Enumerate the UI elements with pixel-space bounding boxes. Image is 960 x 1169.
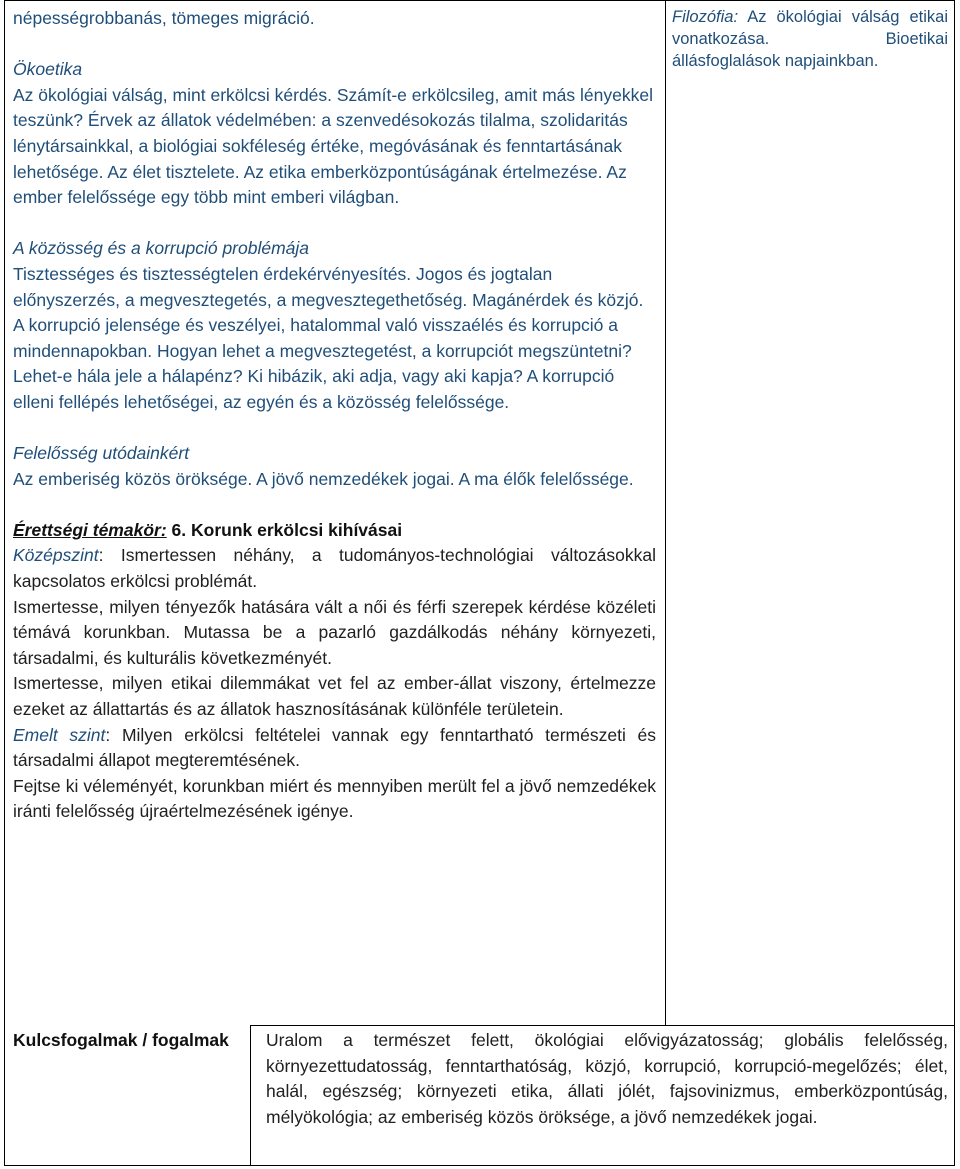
- main-content: [13, 6, 656, 825]
- section-okoetika: [13, 57, 656, 211]
- advanced-level-label: Emelt szint: [13, 724, 106, 745]
- footer-divider-vertical: [250, 1025, 251, 1166]
- section-body: Tisztességes és tisztességtelen érdekérvényesítés. Jogos és jogtalan előnyszerzés, a megvesztegetés, a megvesztegethetőség. Magánérdek és közjó. A korrupció jelensége és veszélyei, hatalommal való visszaélés és korrupció a mindennapokban. Hogyan lehet a megvesztegetést, a korrupciót megszüntetni? Lehet-e hála jele a hálapénz? Ki hibázik, aki adja, vagy aki kapja? A korrupció elleni fellépés lehetőségei, az egyén és a közösség felelőssége.: [13, 263, 644, 412]
- exam-label: Érettségi témakör:: [13, 519, 167, 540]
- intro-line: népességrobbanás, tömeges migráció.: [13, 8, 315, 28]
- column-divider: [665, 0, 666, 1025]
- section-heading: Ökoetika: [13, 59, 83, 80]
- key-concepts-label: Kulcsfogalmak / fogalmak: [13, 1030, 229, 1050]
- exam-para-5: Fejtse ki véleményét, korunkban miért és mennyiben merült fel a jövő nemzedékek iránti felelősség újraértelmezésének igénye.: [13, 775, 656, 822]
- exam-para-2: Ismertesse, milyen tényezők hatására vált a női és férfi szerepek kérdése közéleti témává korunkban. Mutassa be a pazarló gazdálkodás néhány környezeti, társadalmi, és kulturális következményét.: [13, 596, 656, 668]
- table-border-left: [4, 0, 5, 1166]
- content-table: [4, 0, 955, 1166]
- section-body: Az emberiség közös öröksége. A jövő nemzedékek jogai. A ma élők felelőssége.: [13, 468, 634, 489]
- footer-divider-top: [250, 1025, 954, 1026]
- table-border-top: [4, 0, 955, 1]
- exam-para-3: Ismertesse, milyen etikai dilemmákat vet fel az ember-állat viszony, értelmezze ezeket az állattartás és az állatok hasznosításának különféle területein.: [13, 673, 656, 720]
- table-border-bottom: [4, 1165, 955, 1166]
- table-border-right: [954, 0, 955, 1166]
- side-note: [672, 6, 948, 72]
- section-utodaink: [13, 441, 656, 492]
- section-heading: A közösség és a korrupció problémája: [13, 238, 310, 259]
- advanced-level-text: : Milyen erkölcsi feltételei vannak egy fenntartható természeti és társadalmi állapot megteremtésének.: [13, 724, 657, 771]
- mid-level-label: Középszint: [13, 545, 99, 566]
- side-note-label: Filozófia:: [672, 8, 739, 26]
- mid-level-text: : Ismertessen néhány, a tudományos-technológiai változásokkal kapcsolatos erkölcsi problémát.: [13, 545, 656, 592]
- side-note-text: Az ökológiai válság etikai vonatkozása. Bioetikai állásfoglalások napjainkban.: [672, 8, 948, 70]
- exam-topic: [13, 518, 656, 825]
- exam-number: 6.: [171, 519, 187, 540]
- section-body: Az ökológiai válság, mint erkölcsi kérdés. Számít-e erkölcsileg, amit más lényekkel teszünk? Érvek az állatok védelmében: a szenvedésokozás tilalma, szolidaritás lénytársainkkal, a biológiai sokféleség értéke, megóvásának és fenntartásának lehetősége. Az élet tisztelete. Az etika emberközpontúságának értelmezése. Az ember felelőssége egy több mint emberi világban.: [13, 84, 653, 208]
- key-concepts-text: Uralom a természet felett, ökológiai elővigyázatosság; globális felelősség, környezettudatosság, fenntarthatóság, közjó, korrupció, korrupció-megelőzés; élet, halál, egészség; környezeti etika, állati jólét, fajsovinizmus, emberközpontúság, mélyökológia; az emberiség közös öröksége, a jövő nemzedékek jogai.: [266, 1030, 948, 1127]
- section-heading: Felelősség utódainkért: [13, 443, 190, 464]
- section-korrupcio: [13, 236, 656, 415]
- exam-title: Korunk erkölcsi kihívásai: [191, 519, 403, 540]
